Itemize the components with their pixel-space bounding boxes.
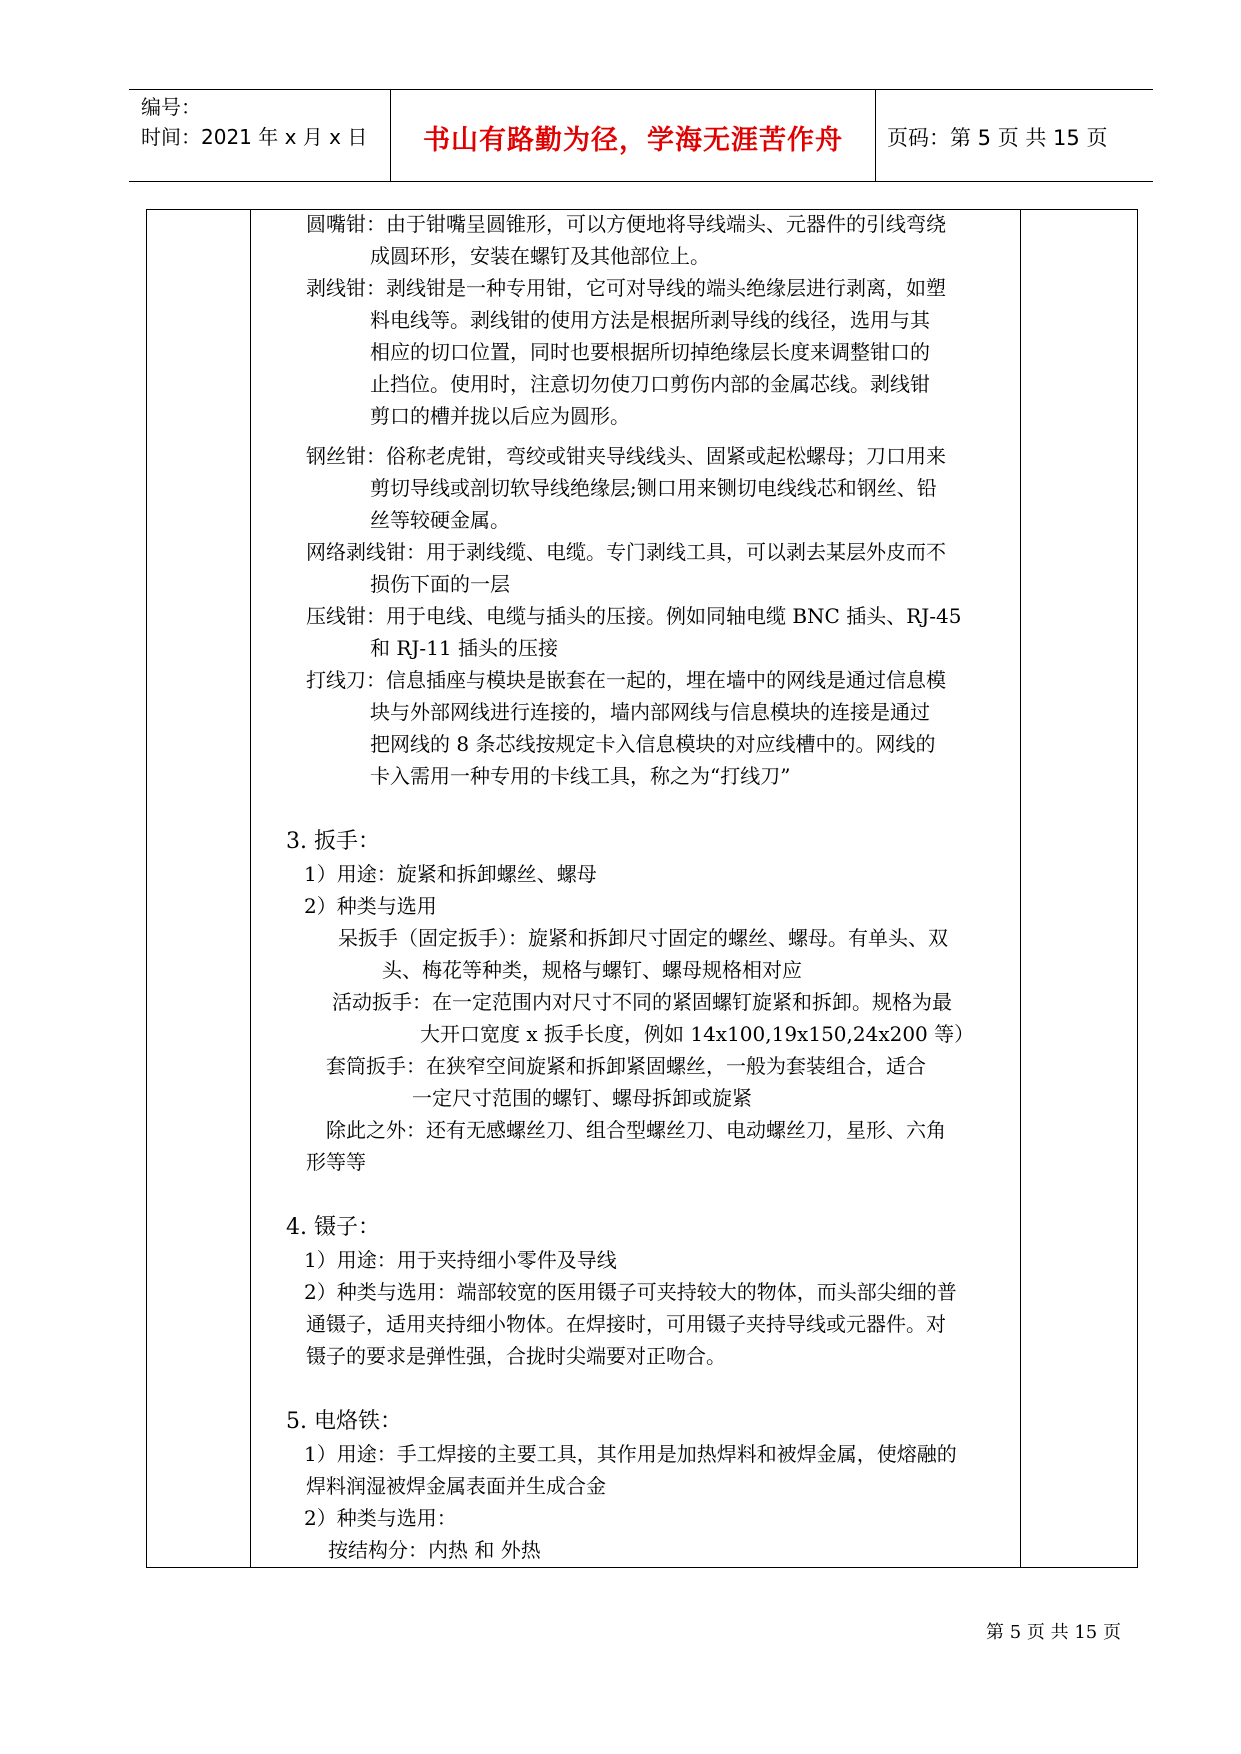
text-line: 大开口宽度 x 扳手长度，例如 14x100,19x150,24x200 等） [420, 1022, 975, 1046]
text-line: 剪口的槽并拢以后应为圆形。 [370, 404, 630, 428]
text-line: 压线钳：用于电线、电缆与插头的压接。例如同轴电缆 BNC 插头、RJ-45 [306, 604, 962, 628]
text-line: 镊子的要求是弹性强，合拢时尖端要对正吻合。 [306, 1344, 726, 1368]
text-line: 套筒扳手：在狭窄空间旋紧和拆卸紧固螺丝，一般为套装组合，适合 [326, 1054, 926, 1078]
page-header [129, 89, 1153, 182]
text-line: 剪切导线或剖切软导线绝缘层;铡口用来铡切电线线芯和钢丝、铅 [370, 476, 937, 500]
section-heading: 5. 电烙铁： [286, 1409, 402, 1434]
text-line: 通镊子，适用夹持细小物体。在焊接时，可用镊子夹持导线或元器件。对 [306, 1312, 946, 1336]
page-footer: 第 5 页 共 15 页 [986, 1622, 1121, 1643]
text-line: 损伤下面的一层 [370, 572, 510, 596]
text-line: 和 RJ-11 插头的压接 [370, 636, 558, 660]
text-line: 钢丝钳：俗称老虎钳，弯绞或钳夹导线线头、固紧或起松螺母；刀口用来 [306, 444, 946, 468]
header-page-number: 页码：第 5 页 共 15 页 [887, 126, 1108, 150]
text-line: 活动扳手：在一定范围内对尺寸不同的紧固螺钉旋紧和拆卸。规格为最 [332, 990, 952, 1014]
text-line: 除此之外：还有无感螺丝刀、组合型螺丝刀、电动螺丝刀，星形、六角 [326, 1118, 946, 1142]
text-line: 丝等较硬金属。 [370, 508, 510, 532]
text-line: 打线刀：信息插座与模块是嵌套在一起的，埋在墙中的网线是通过信息模 [306, 668, 946, 692]
text-line: 按结构分：内热 和 外热 [328, 1538, 541, 1562]
section-heading: 4. 镊子： [286, 1215, 380, 1240]
text-line: 1）用途：用于夹持细小零件及导线 [304, 1248, 617, 1272]
header-meta [141, 92, 367, 152]
section-heading: 3. 扳手： [286, 829, 380, 854]
text-line: 形等等 [306, 1150, 366, 1174]
text-line: 相应的切口位置，同时也要根据所切掉绝缘层长度来调整钳口的 [370, 340, 930, 364]
text-line: 焊料润湿被焊金属表面并生成合金 [306, 1474, 606, 1498]
text-line: 呆扳手（固定扳手）：旋紧和拆卸尺寸固定的螺丝、螺母。有单头、双 [338, 926, 948, 950]
text-line: 圆嘴钳：由于钳嘴呈圆锥形，可以方便地将导线端头、元器件的引线弯绕 [306, 212, 946, 236]
text-line: 一定尺寸范围的螺钉、螺母拆卸或旋紧 [412, 1086, 752, 1110]
time-label: 时间：2021 年 x 月 x 日 [141, 125, 368, 149]
text-line: 2）种类与选用： [304, 1506, 457, 1530]
header-divider [875, 90, 876, 182]
text-line: 2）种类与选用 [304, 894, 437, 918]
text-line: 卡入需用一种专用的卡线工具，称之为“打线刀” [370, 764, 791, 788]
text-line: 2）种类与选用：端部较宽的医用镊子可夹持较大的物体，而头部尖细的普 [304, 1280, 957, 1304]
table-column-divider [250, 210, 251, 1567]
text-line: 料电线等。剥线钳的使用方法是根据所剥导线的线径，选用与其 [370, 308, 930, 332]
table-column-divider [1020, 210, 1021, 1567]
text-line: 止挡位。使用时，注意切勿使刀口剪伤内部的金属芯线。剥线钳 [370, 372, 930, 396]
text-line: 1）用途：旋紧和拆卸螺丝、螺母 [304, 862, 597, 886]
text-line: 网络剥线钳：用于剥线缆、电缆。专门剥线工具，可以剥去某层外皮而不 [306, 540, 946, 564]
header-motto: 书山有路勤为径，学海无涯苦作舟 [423, 125, 843, 156]
text-line: 剥线钳：剥线钳是一种专用钳，它可对导线的端头绝缘层进行剥离，如塑 [306, 276, 946, 300]
text-line: 头、梅花等种类，规格与螺钉、螺母规格相对应 [382, 958, 802, 982]
text-line: 1）用途：手工焊接的主要工具，其作用是加热焊料和被焊金属，使熔融的 [304, 1442, 957, 1466]
text-line: 把网线的 8 条芯线按规定卡入信息模块的对应线槽中的。网线的 [370, 732, 936, 756]
text-line: 块与外部网线进行连接的，墙内部网线与信息模块的连接是通过 [370, 700, 930, 724]
text-line: 成圆环形，安装在螺钉及其他部位上。 [370, 244, 710, 268]
number-label: 编号： [141, 95, 201, 119]
